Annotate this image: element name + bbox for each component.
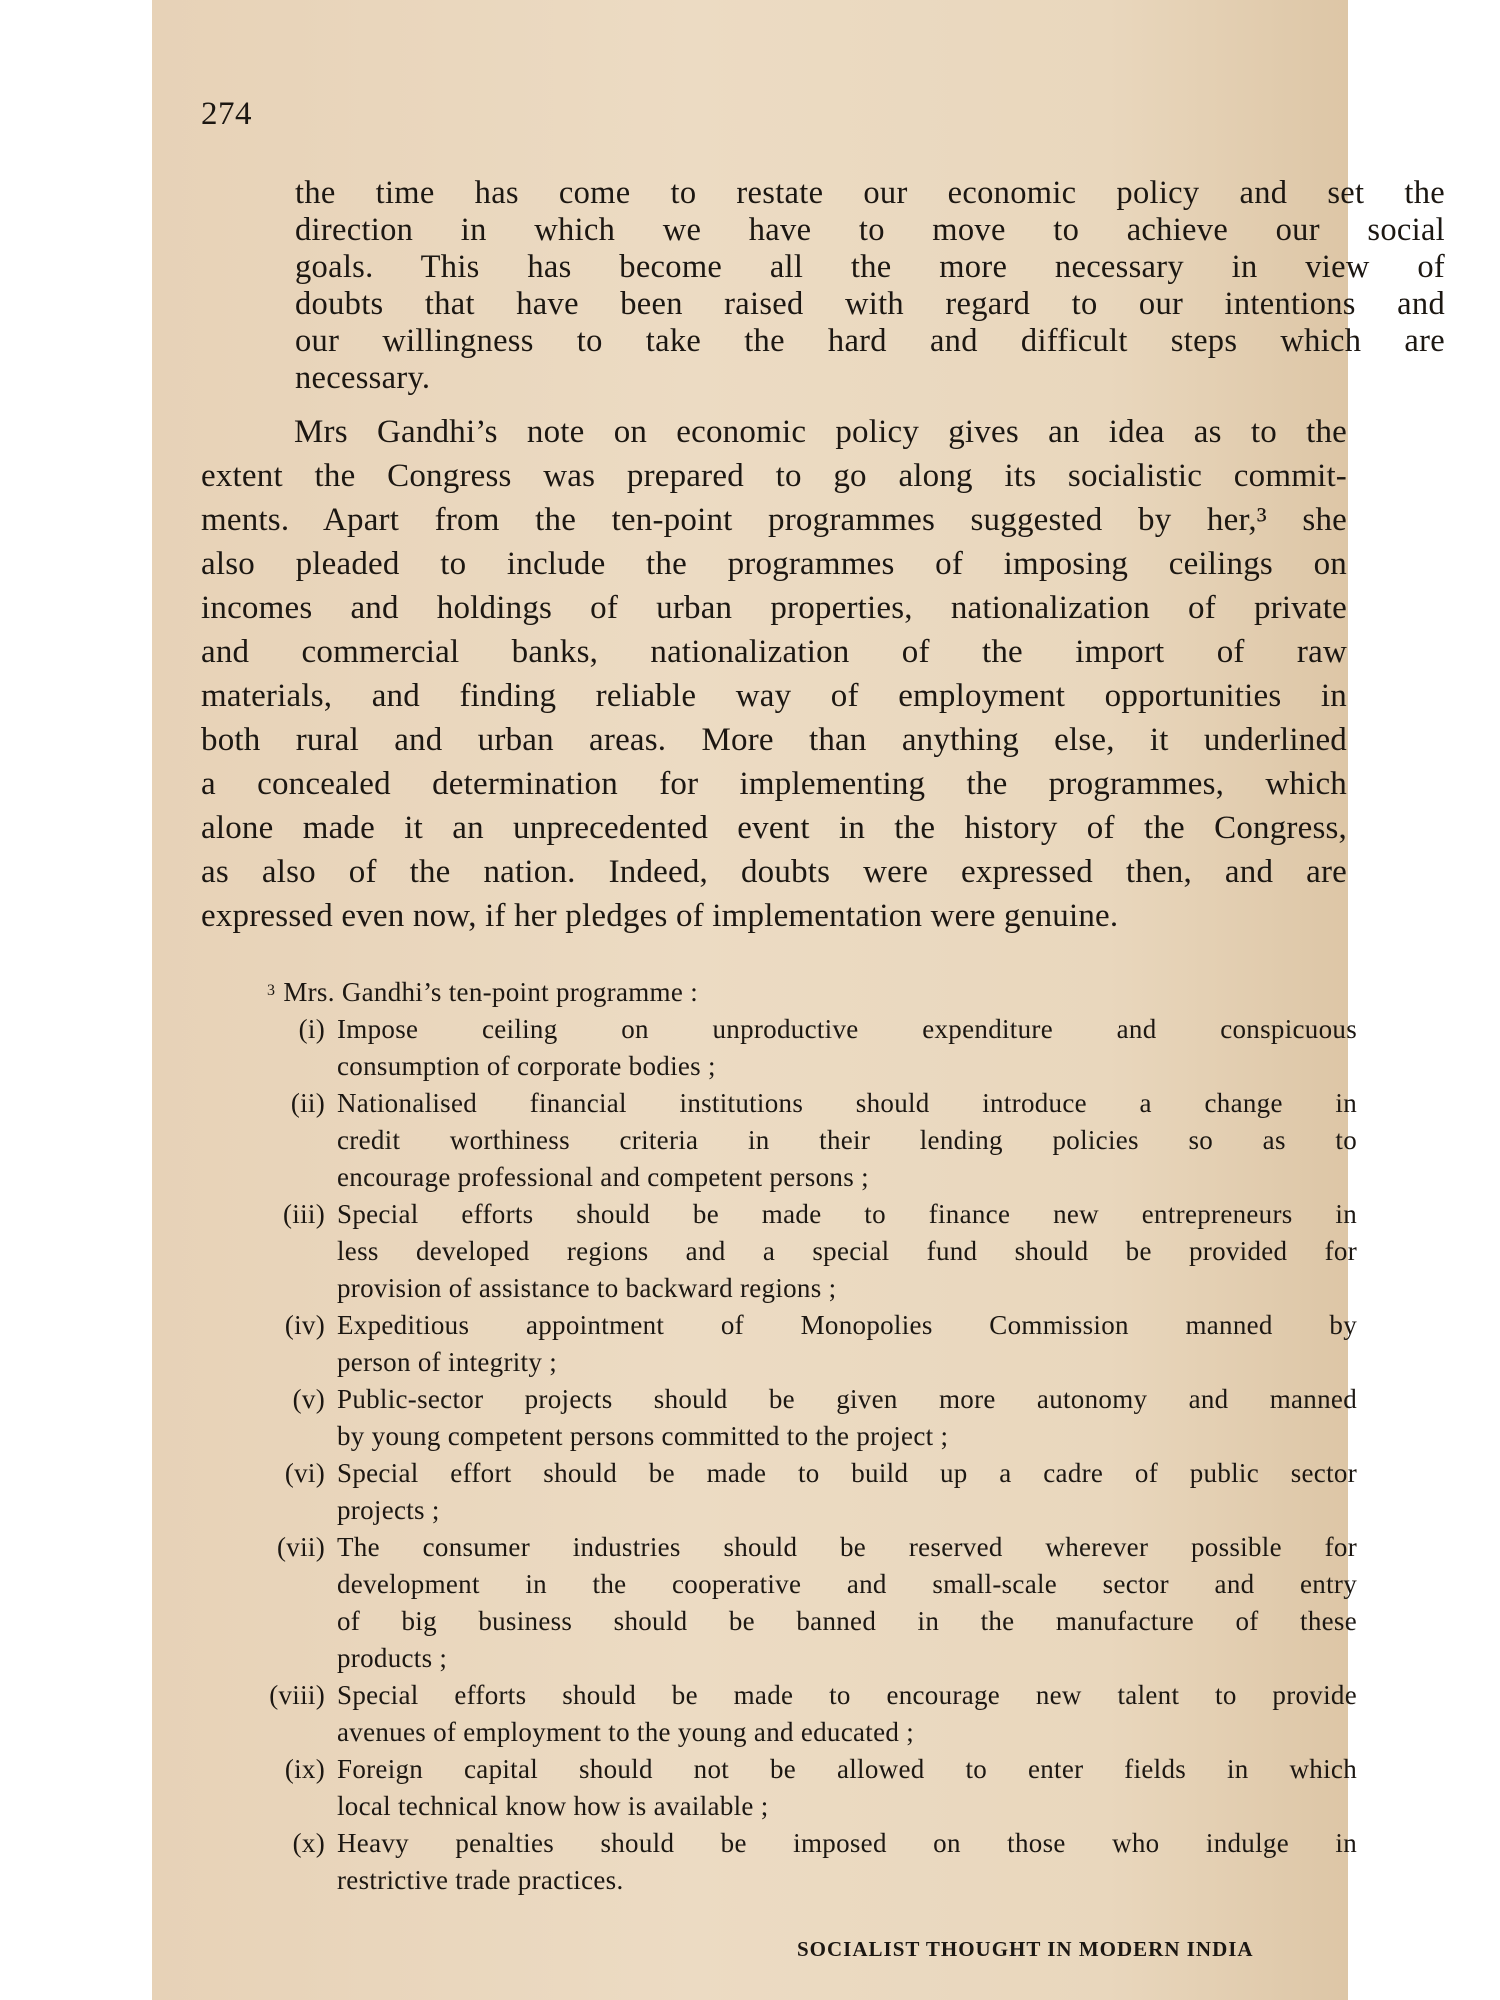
quote-line: direction in which we have to move to achieve our social: [295, 212, 1445, 248]
footnote-line: of big business should be banned in the manufacture of these: [337, 1606, 1357, 1636]
quote-line: our willingness to take the hard and difficult steps which are: [295, 323, 1445, 359]
quote-line: necessary.: [295, 360, 431, 396]
footnote-item: [267, 1825, 1447, 1899]
footnote-item-number: (ix): [284, 1754, 325, 1784]
footnote-item-number: (vii): [277, 1532, 325, 1562]
body-line: a concealed determination for implementing the programmes, which: [201, 766, 1347, 802]
body-line: materials, and finding reliable way of employment opportunities in: [201, 678, 1347, 714]
footnote-item-number: (ii): [290, 1088, 325, 1118]
footnote-line: The consumer industries should be reserved wherever possible for: [337, 1532, 1357, 1562]
footnote-item-text: [337, 1825, 1357, 1899]
footnote-line: by young competent persons committed to the project ;: [337, 1421, 949, 1451]
footnote-item: [267, 1381, 1447, 1455]
block-quote: [295, 175, 1445, 397]
footnote-item-number: (viii): [269, 1680, 325, 1710]
footnote-line: Special efforts should be made to encourage new talent to provide: [337, 1680, 1357, 1710]
footnote-item-text: [337, 1085, 1357, 1196]
body-line: Mrs Gandhi’s note on economic policy gives an idea as to the: [294, 414, 1347, 450]
footnote-line: Impose ceiling on unproductive expenditure and conspicuous: [337, 1014, 1357, 1044]
footnote-item: [267, 1307, 1447, 1381]
footnote-item-number: (iii): [283, 1199, 325, 1229]
footnote-item: [267, 1011, 1447, 1085]
footnote-item: [267, 1085, 1447, 1196]
footnote-line: credit worthiness criteria in their lending policies so as to: [337, 1125, 1357, 1155]
footnote-line: Public-sector projects should be given more autonomy and manned: [337, 1384, 1357, 1414]
footnote-item-text: [337, 1529, 1357, 1677]
footnote-item: [267, 1455, 1447, 1529]
footnote-line: Heavy penalties should be imposed on those who indulge in: [337, 1828, 1357, 1858]
footnote-line: projects ;: [337, 1495, 440, 1525]
footnote: [267, 972, 1447, 1899]
footnote-line: Expeditious appointment of Monopolies Commission manned by: [337, 1310, 1357, 1340]
footnote-item: [267, 1196, 1447, 1307]
footnote-item: [267, 1751, 1447, 1825]
book-page: [152, 0, 1445, 2000]
footnote-line: less developed regions and a special fund should be provided for: [337, 1236, 1357, 1266]
footnote-item-number: (vi): [284, 1458, 325, 1488]
body-line: ments. Apart from the ten-point programmes suggested by her,³ she: [201, 502, 1347, 538]
body-line: incomes and holdings of urban properties, nationalization of private: [201, 590, 1347, 626]
footnote-item-text: [337, 1011, 1357, 1085]
quote-line: goals. This has become all the more necessary in view of: [295, 249, 1445, 285]
page-number: 274: [201, 96, 252, 132]
body-line: extent the Congress was prepared to go along its socialistic commit-: [201, 458, 1347, 494]
footnote-item: [267, 1677, 1447, 1751]
quote-line: the time has come to restate our economic policy and set the: [295, 175, 1445, 211]
body-line: as also of the nation. Indeed, doubts were expressed then, and are: [201, 854, 1347, 890]
body-line: both rural and urban areas. More than anything else, it underlined: [201, 722, 1347, 758]
footnote-line: development in the cooperative and small-scale sector and entry: [337, 1569, 1357, 1599]
body-line: and commercial banks, nationalization of the import of raw: [201, 634, 1347, 670]
body-paragraph: [201, 410, 1347, 938]
footnote-line: products ;: [337, 1643, 448, 1673]
footnote-heading-text: Mrs. Gandhi’s ten-point programme :: [283, 977, 698, 1007]
footnote-item-number: (i): [298, 1014, 325, 1044]
quote-line: doubts that have been raised with regard to our intentions and: [295, 286, 1445, 322]
footnote-item: [267, 1529, 1447, 1677]
footnote-item-number: (v): [292, 1384, 325, 1414]
footnote-item-text: [337, 1307, 1357, 1381]
running-head: SOCIALIST THOUGHT IN MODERN INDIA: [797, 1937, 1254, 1961]
body-line: alone made it an unprecedented event in the history of the Congress,: [201, 810, 1347, 846]
footnote-line: Foreign capital should not be allowed to enter fields in which: [337, 1754, 1357, 1784]
footnote-line: person of integrity ;: [337, 1347, 558, 1377]
footnote-line: local technical know how is available ;: [337, 1791, 769, 1821]
footnote-line: consumption of corporate bodies ;: [337, 1051, 716, 1081]
footnote-item-text: [337, 1677, 1357, 1751]
body-line: also pleaded to include the programmes of imposing ceilings on: [201, 546, 1347, 582]
footnote-line: avenues of employment to the young and educated ;: [337, 1717, 915, 1747]
footnote-item-number: (x): [292, 1828, 325, 1858]
footnote-line: Special effort should be made to build up a cadre of public sector: [337, 1458, 1357, 1488]
footnote-item-text: [337, 1381, 1357, 1455]
footnote-line: restrictive trade practices.: [337, 1865, 624, 1895]
footnote-line: Special efforts should be made to finance new entrepreneurs in: [337, 1199, 1357, 1229]
footnote-line: Nationalised financial institutions should introduce a change in: [337, 1088, 1357, 1118]
body-line: expressed even now, if her pledges of implementation were genuine.: [201, 898, 1119, 934]
footnote-heading: [267, 972, 1447, 1011]
footnote-list: [267, 1011, 1447, 1899]
footnote-item-text: [337, 1455, 1357, 1529]
footnote-line: provision of assistance to backward regions ;: [337, 1273, 837, 1303]
footnote-item-number: (iv): [284, 1310, 325, 1340]
footnote-item-text: [337, 1751, 1357, 1825]
footnote-marker: 3: [267, 982, 276, 999]
footnote-item-text: [337, 1196, 1357, 1307]
footnote-line: encourage professional and competent persons ;: [337, 1162, 869, 1192]
